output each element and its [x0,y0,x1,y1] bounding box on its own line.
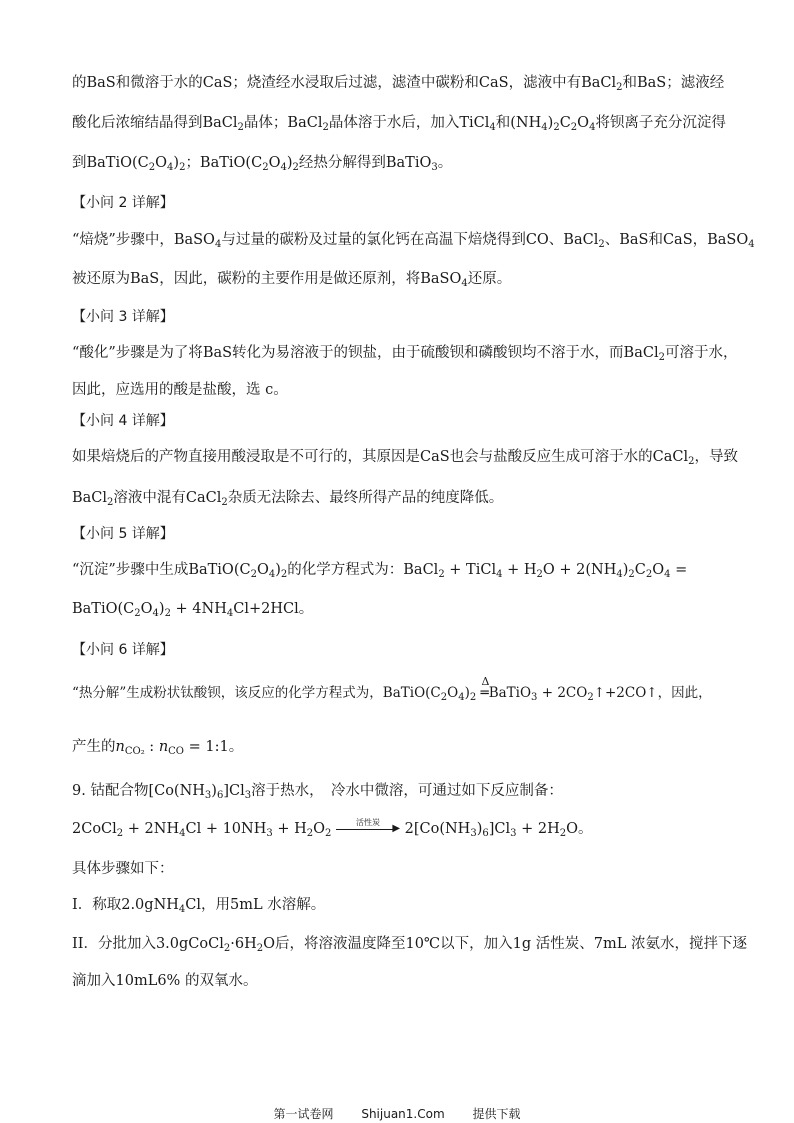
page-footer [0,1105,794,1122]
text-line-6: 被还原为BaS，因此，碳粉的主要作用是做还原剂，将BaSO$_4$还原。 [72,271,512,289]
text-line-1: 的BaS和微溶于水的CaS；烧渣经水浸取后过滤，滤渣中碳粉和CaS，滤液中有BaCl$_2$和BaS；滤液经 [72,75,725,93]
footer-site-url: Shijuan1.Com [361,1107,445,1121]
text-line-11: 如果焙烧后的产物直接用酸浸取是不可行的，其原因是CaS也会与盐酸反应生成可溶于水的CaCl$_2$，导致 [72,449,739,467]
text-line-8: “酸化”步骤是为了将BaS转化为易溶液于的钡盐，由于硫酸钡和磷酸钡均不溶于水，而BaCl$_2$可溶于水， [72,345,738,363]
section-heading-3: 【小问 3 详解】 [72,309,174,325]
section-heading-6: 【小问 6 详解】 [72,642,174,658]
text-line-3: 到$BaTiO(C_2O_4)_2$；$BaTiO(C_2O_4)_2$经热分解得到BaTiO$_3$。 [72,155,453,173]
step-1: I．称取2.0gNH$_4$Cl，用5mL 水溶解。 [72,897,326,915]
footer-download: 提供下载 [472,1107,521,1121]
steps-heading: 具体步骤如下： [72,861,174,877]
text-line-2: 酸化后浓缩结晶得到BaCl$_2$晶体；BaCl$_2$晶体溶于水后，加入TiCl$_4$和$(NH_4)_2C_2O_4$将钡离子充分沉淀得 [72,115,726,133]
text-line-18: 产生的$n_{CO_2}$ : $n_{CO}$ = 1:1。 [72,739,244,757]
text-line-15: $BaTiO(C_2O_4)_2 + 4NH_4Cl+2HCl$。 [72,601,314,619]
text-line-12: BaCl$_2$溶液中混有CaCl$_2$杂质无法除去、最终所得产品的纯度降低。 [72,490,504,508]
step-2-line-2: 滴加入10mL6% 的双氧水。 [72,973,258,989]
text-line-17: “热分解”生成粉状钛酸钡，该反应的化学方程式为，$BaTiO(C_2O_4)_2$ Δ ═BaTiO$_3$ + $2CO_2↑+2CO↑$，因此， [72,675,712,703]
text-line-14: “沉淀”步骤中生成$BaTiO(C_2O_4)_2$的化学方程式为：BaCl$_2$ + TiCl$_4$ + $H_2O + 2(NH_4)_2C_2O_4$ = [72,562,688,580]
section-heading-4: 【小问 4 详解】 [72,413,174,429]
reaction-arrow: 活性炭 ▶ [336,822,400,836]
question-9-intro: 9. 钴配合物$[Co(NH_3)_6]Cl_3$溶于热水， 冷水中微溶，可通过如下反应制备： [72,783,563,801]
text-line-5: “焙烧”步骤中，BaSO$_4$与过量的碳粉及过量的氯化钙在高温下焙烧得到CO、BaCl$_2$、BaS和CaS，BaSO$_4$ [72,232,755,250]
section-heading-5: 【小问 5 详解】 [72,526,174,542]
section-heading-2: 【小问 2 详解】 [72,195,174,211]
arrow-catalyst-label: 活性炭 [356,818,381,827]
footer-site-name: 第一试卷网 [273,1107,334,1121]
reaction-equation: 2CoCl$_2$ + $2NH_4Cl + 10NH_3 + H_2O_2$ 活性炭 ▶ $2[Co(NH_3)_6]Cl_3 + 2H_2O$。 [72,818,732,845]
step-2-line-1: II．分批加入$3.0gCoCl_2\cdot 6H_2O$后，将溶液温度降至10℃以下，加入1g 活性炭、7mL 浓氨水，搅拌下逐 [72,936,747,954]
text-line-9: 因此，应选用的酸是盐酸，选 c。 [72,382,288,398]
